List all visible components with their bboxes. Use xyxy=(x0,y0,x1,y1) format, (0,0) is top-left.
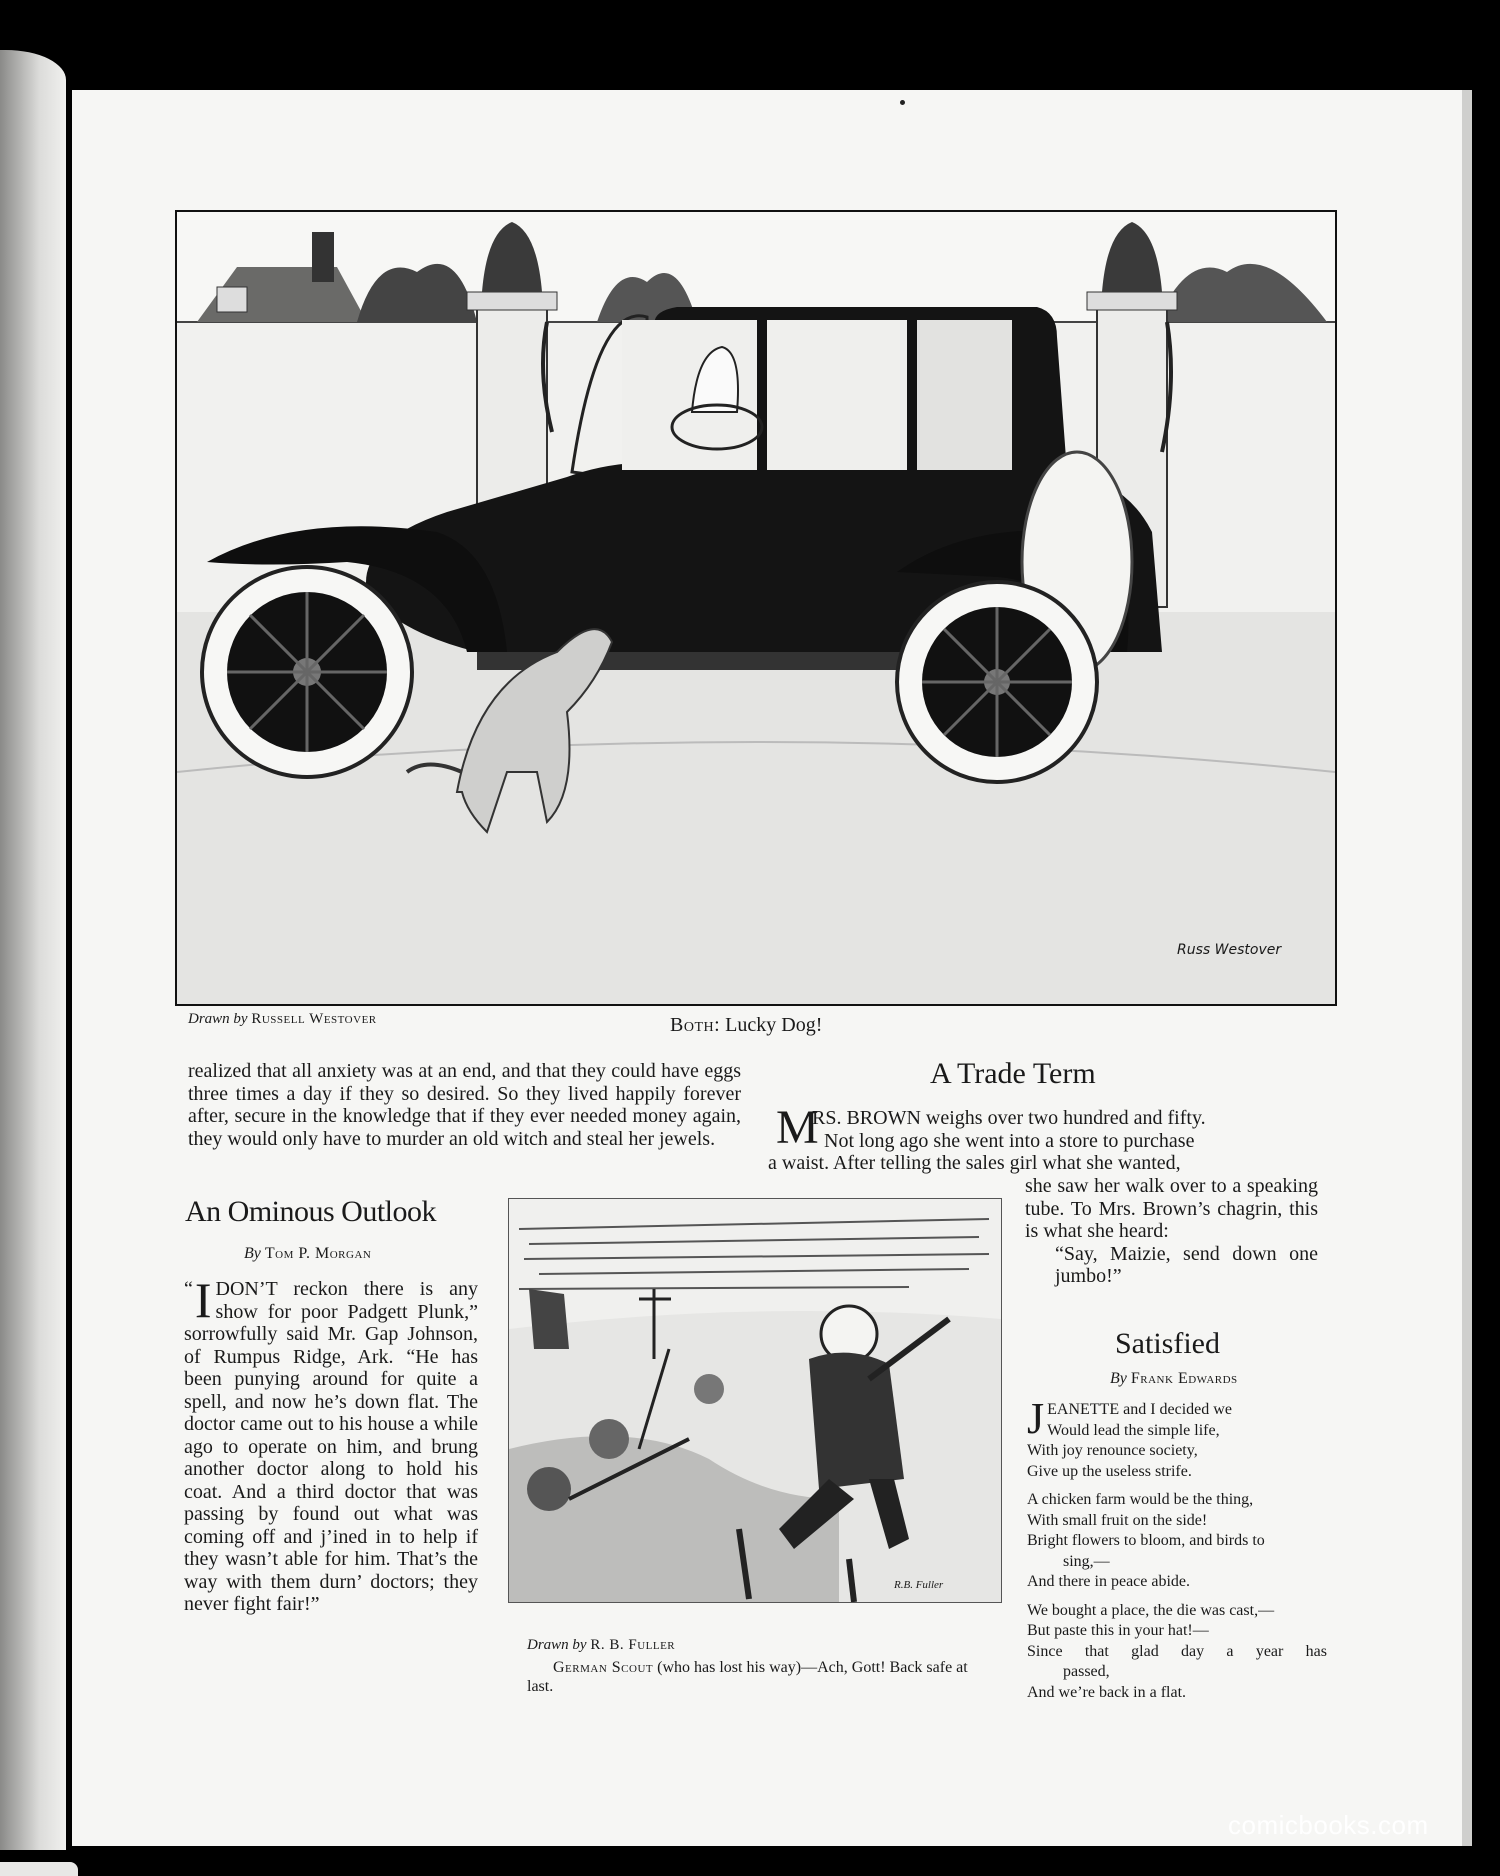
trade-title: A Trade Term xyxy=(930,1057,1096,1090)
credit-prefix: Drawn by xyxy=(188,1011,248,1027)
watermark: comicbooks.com xyxy=(1228,1810,1429,1840)
mid-illustration-caption xyxy=(527,1658,997,1696)
ominous-text: DON’T reckon there is any show for poor Padgett Plunk,” sorrowfully said Mr. Gap Johnson, of Rumpus Ridge, Ark. “He has been punying around for quite a spell, and now he’s down flat. The doctor came out to his house a while ago to operate on him, and brung another doctor along to hold his coat. And a third doctor that was passing by found out what was coming off and j’ined in to help if they wasn’t able for him. That’s the way with them durn’ doctors; they never fight fair!” xyxy=(184,1278,478,1615)
german-scout-cartoon xyxy=(508,1198,1002,1603)
trade-line2: Not long ago she went into a store to purchase xyxy=(824,1129,1195,1152)
story-ending-paragraph: realized that all anxiety was at an end, and that they could have eggs three times a day if they so desired. So they lived happily forever after, secure in the knowledge that if they ever needed money again, they would only have to murder an old witch and steal her jewels. xyxy=(188,1060,741,1150)
trade-rest: she saw her walk over to a speaking tube. To Mrs. Brown’s chagrin, this is what she heard: xyxy=(1025,1175,1318,1242)
satisfied-dropcap: J xyxy=(1027,1394,1045,1443)
trade-dropcap: M xyxy=(776,1101,819,1154)
caption-speaker: Both: xyxy=(670,1014,721,1036)
caption-text: Lucky Dog! xyxy=(725,1014,823,1036)
ominous-body xyxy=(184,1272,478,1616)
top-illustration-caption xyxy=(670,1014,822,1037)
story-ending xyxy=(188,1060,741,1150)
poem-line: Give up the useless strife. xyxy=(1027,1462,1192,1480)
artist-signature: Russ Westover xyxy=(1177,942,1282,958)
caption-text: (who has lost his way)—Ach, Gott! Back safe at last. xyxy=(527,1659,968,1695)
poem-line: A chicken farm would be the thing, xyxy=(1027,1491,1254,1508)
satisfied-title: Satisfied xyxy=(1115,1327,1220,1360)
trade-body xyxy=(1025,1175,1318,1288)
mid-illustration-credit xyxy=(527,1637,675,1654)
poem-line: EANETTE and I decided we xyxy=(1047,1401,1232,1418)
poem-line: With joy renounce society, xyxy=(1027,1442,1198,1459)
scout-drawing xyxy=(509,1199,1001,1602)
stanza-1 xyxy=(1027,1394,1327,1482)
poem-line: We bought a place, the die was cast,— xyxy=(1027,1601,1275,1619)
caption-speaker: German Scout xyxy=(553,1659,654,1676)
poem-line: Since that glad day a year has xyxy=(1027,1642,1327,1660)
binding-spine xyxy=(0,50,66,1850)
ominous-title: An Ominous Outlook xyxy=(185,1195,437,1228)
poem-line: passed, xyxy=(1063,1663,1110,1680)
stanza-2 xyxy=(1027,1490,1327,1593)
poem-line: And there in peace abide. xyxy=(1027,1573,1191,1590)
ominous-dropcap: I xyxy=(194,1272,212,1328)
corner-tab xyxy=(0,1862,78,1876)
byline-name: Frank Edwards xyxy=(1130,1370,1238,1387)
satisfied-byline xyxy=(1110,1370,1238,1388)
byline-prefix: By xyxy=(1110,1370,1127,1387)
satisfied-poem xyxy=(1027,1394,1327,1711)
ominous-byline xyxy=(244,1245,371,1263)
byline-name: Tom P. Morgan xyxy=(264,1245,372,1262)
poem-line: With small fruit on the side! xyxy=(1027,1511,1208,1529)
trade-line3: a waist. After telling the sales girl what she wanted, xyxy=(768,1152,1181,1174)
byline-prefix: By xyxy=(244,1245,261,1262)
poem-line: Bright flowers to bloom, and birds to xyxy=(1027,1532,1265,1549)
credit-name: R. B. Fuller xyxy=(590,1637,676,1653)
poem-line: sing,— xyxy=(1063,1552,1110,1570)
credit-prefix: Drawn by xyxy=(527,1637,587,1653)
print-mark xyxy=(900,100,905,105)
car-drawing xyxy=(177,212,1335,1004)
cartoon-signature: R.B. Fuller xyxy=(894,1579,944,1591)
trade-quote: “Say, Maizie, send down one jumbo!” xyxy=(1055,1242,1318,1287)
top-illustration-credit xyxy=(188,1011,377,1028)
credit-name: Russell Westover xyxy=(251,1011,377,1027)
ominous-open-quote: “ xyxy=(184,1278,193,1300)
poem-line: And we’re back in a flat. xyxy=(1027,1683,1187,1701)
poem-line: Would lead the simple life, xyxy=(1047,1421,1220,1439)
poem-line: But paste this in your hat!— xyxy=(1027,1622,1209,1639)
stanza-3 xyxy=(1027,1601,1327,1704)
page-edge xyxy=(1462,90,1472,1846)
car-illustration xyxy=(175,210,1337,1006)
trade-line1: RS. BROWN weighs over two hundred and fifty. xyxy=(812,1107,1206,1129)
